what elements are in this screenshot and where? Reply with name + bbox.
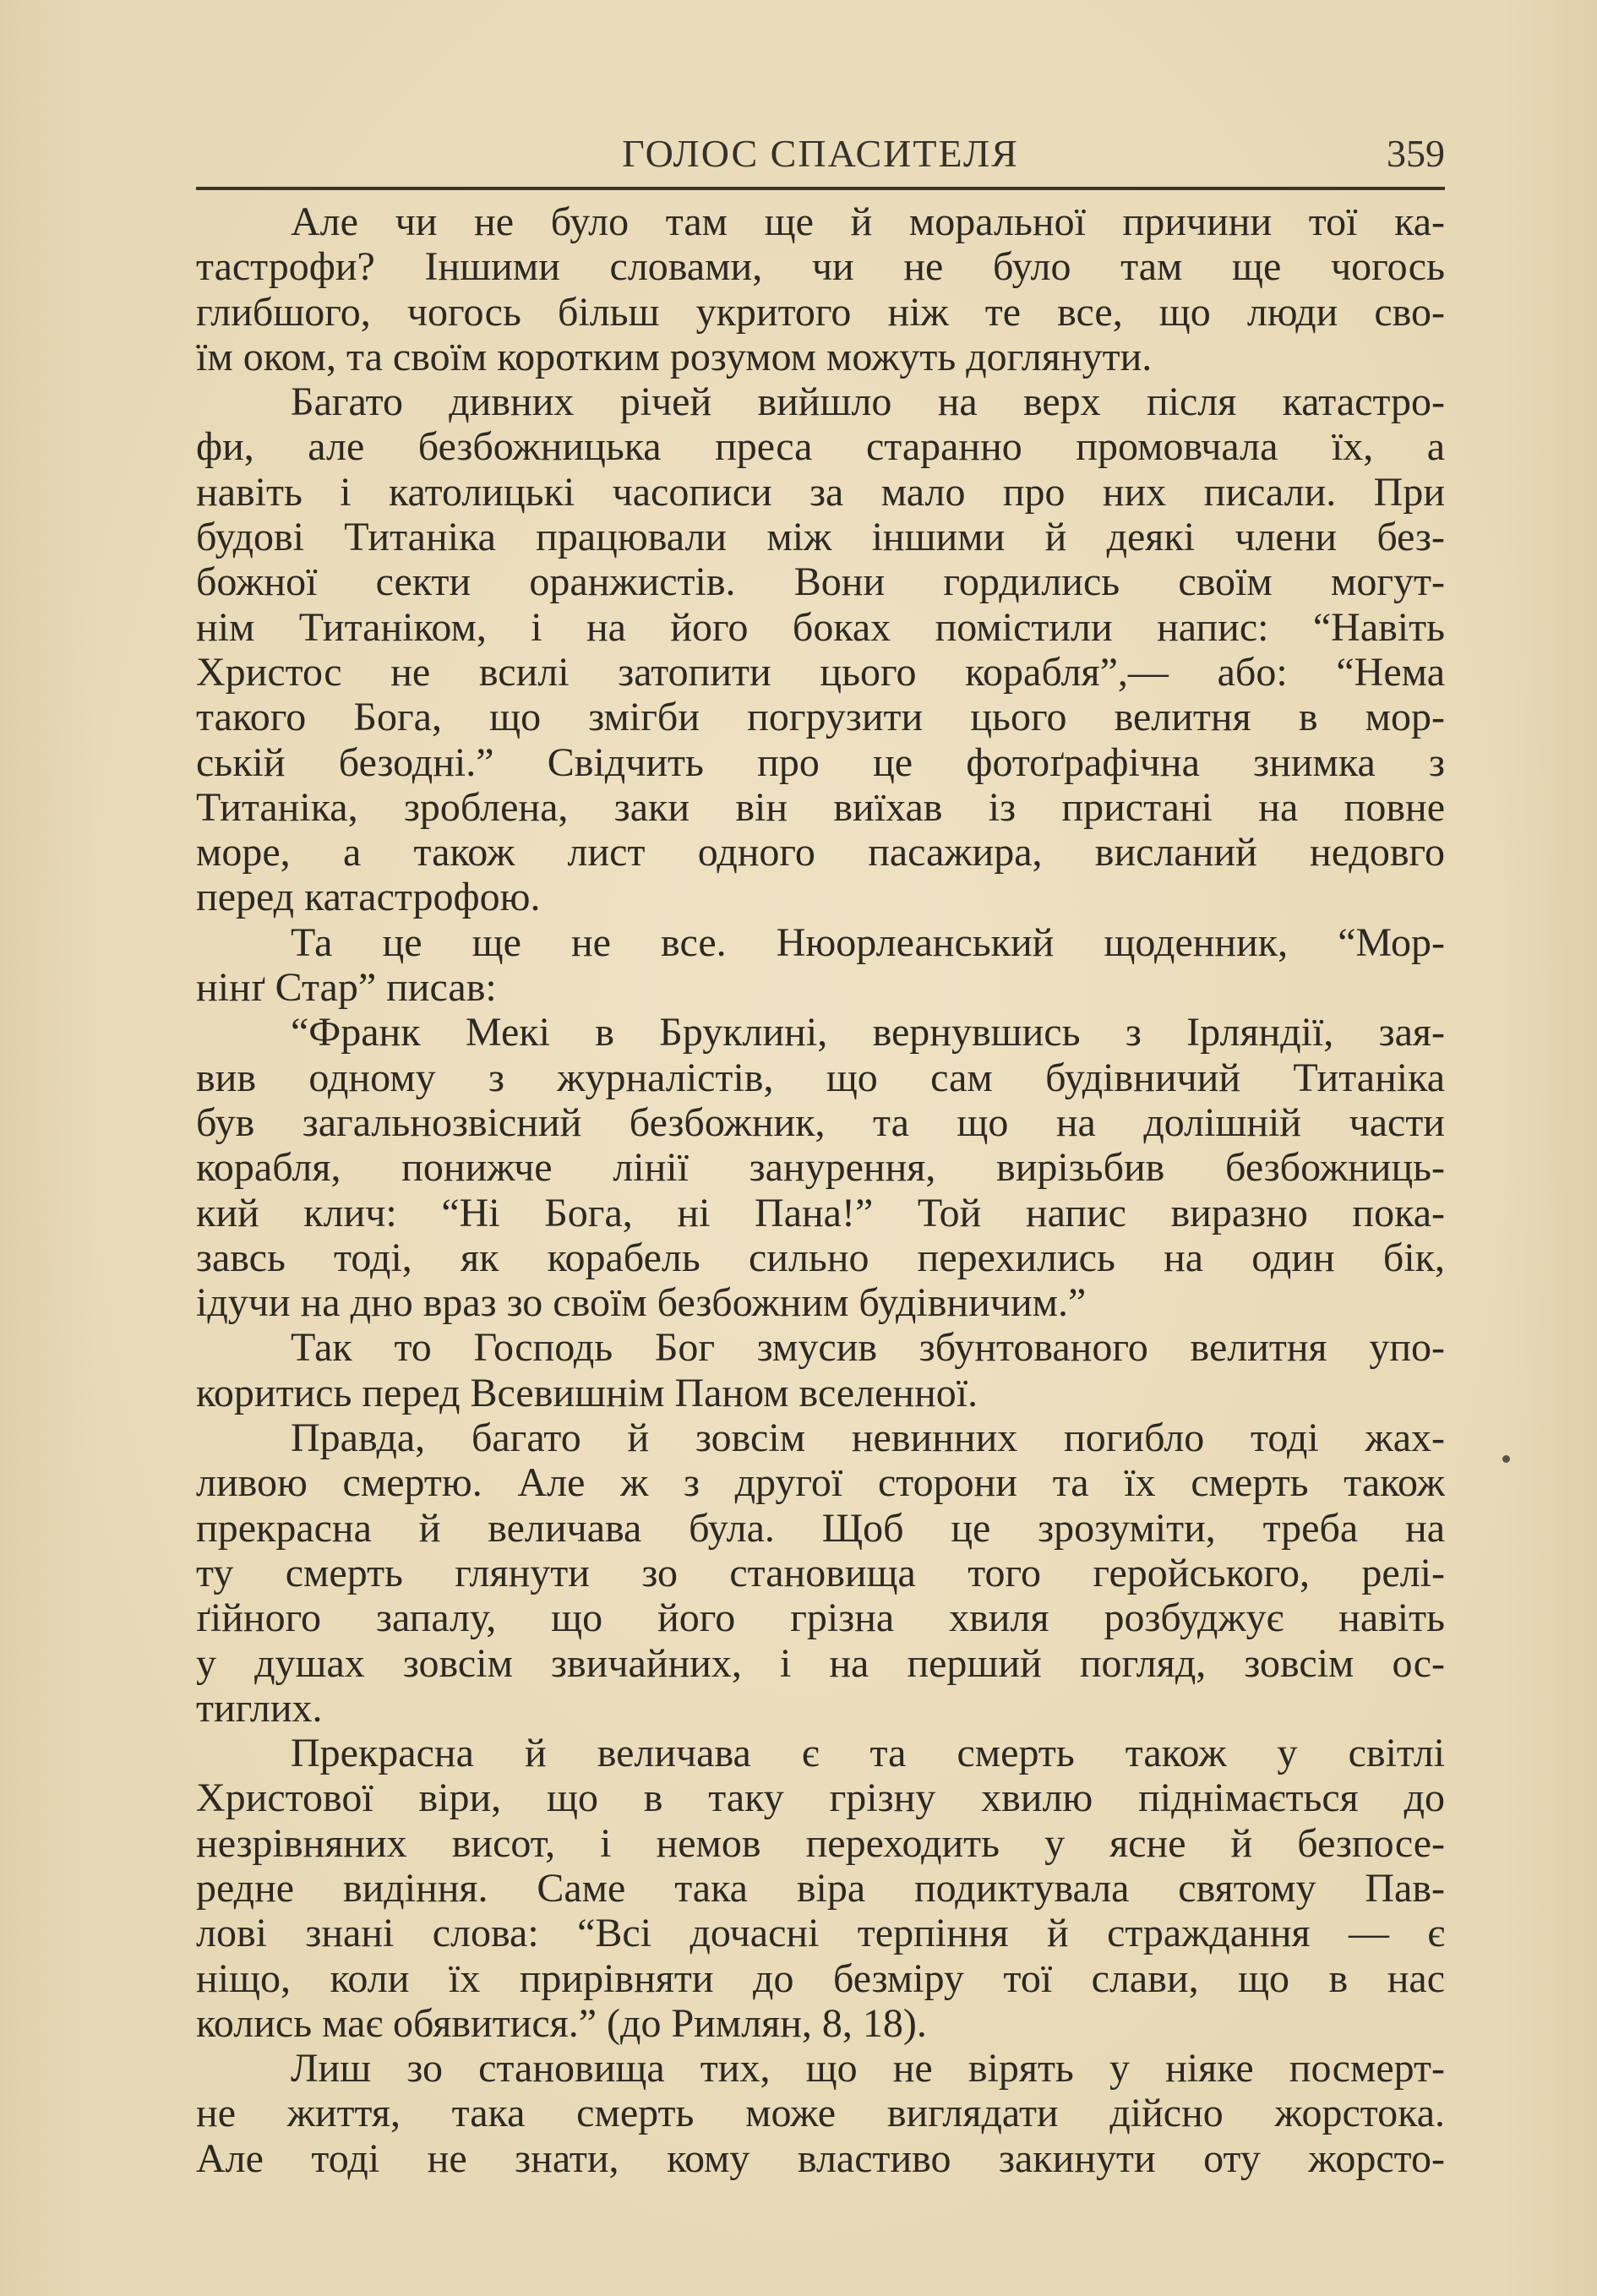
text-line: ській безодні.” Свідчить про це фотоґрафічна знимка з [196,739,1445,785]
text-line: кий клич: “Ні Бога, ні Пана!” Той напис виразно пока- [196,1190,1445,1235]
ink-speck [1502,1455,1510,1463]
text-line: Так то Господь Бог змусив збунтованого велитня упо- [291,1325,1445,1371]
text-line: корабля, понижче лінії занурення, вирізьбив безбожниць- [196,1145,1445,1191]
text-line: Лиш зо становища тих, що не вірять у ніяке посмерт- [291,2046,1445,2091]
text-line: ту смерть глянути зо становища того геройського, релі- [196,1550,1445,1595]
text-line: Христос не всилі затопити цього корабля”,— або: “Нема [196,649,1445,695]
running-title: ГОЛОС СПАСИТЕЛЯ [622,132,1019,175]
text-line: вив одному з журналістів, що сам будівничий Титаніка [196,1055,1445,1100]
text-line: Правда, багато й зовсім невинних погибло тоді жах- [291,1415,1445,1461]
text-line: Але чи не було там ще й моральної причини тої ка- [291,199,1445,244]
text-line: не життя, така смерть може виглядати дійсно жорстока. [196,2091,1445,2136]
text-line: глибшого, чогось більш укритого ніж те все, що люди сво- [196,289,1445,335]
text-line: Прекрасна й величава є та смерть також у світлі [291,1731,1445,1776]
text-line: божної секти оранжистів. Вони гордились своїм могут- [196,559,1445,605]
text-line: море, а також лист одного пасажира, висланий недовго [196,830,1445,875]
text-line: ідучи на дно враз зо своїм безбожним будівничим.” [196,1280,1087,1326]
text-line: коритись перед Всевишнім Паном вселенної. [196,1370,978,1415]
text-line: у душах зовсім звичайних, і на перший погляд, зовсім ос- [196,1640,1445,1686]
text-line: Але тоді не знати, кому властиво закинути оту жорсто- [196,2135,1445,2181]
text-line: такого Бога, що змігби погрузити цього велитня в мор- [196,695,1445,740]
text-line: незрівняних висот, і немов переходить у ясне й безпосе- [196,1820,1445,1866]
text-line: нім Титаніком, і на його боках помістили напис: “Навіть [196,604,1445,650]
text-line: їм оком, та своїм коротким розумом можуть доглянути. [196,334,1153,379]
text-line: “Франк Мекі в Бруклині, вернувшись з Ірляндії, зая- [291,1010,1445,1055]
text-line: Багато дивних річей вийшло на верх після катастро- [291,379,1445,425]
text-line: ґійного запалу, що його грізна хвиля розбуджує навіть [196,1595,1445,1641]
text-line: перед катастрофою. [196,875,541,920]
header-rule [196,187,1445,190]
text-line: був загальнозвісний безбожник, та що на долішній части [196,1099,1445,1145]
text-line: нінґ Стар” писав: [196,965,497,1011]
text-line: Христової віри, що в таку грізну хвилю піднімається до [196,1775,1445,1821]
text-line: тастрофи? Іншими словами, чи не було там ще чогось [196,244,1445,290]
text-line: лові знані слова: “Всі дочасні терпіння й страждання — є [196,1911,1445,1956]
text-line: ливою смертю. Але ж з другої сторони та їх смерть також [196,1460,1445,1506]
page-number: 359 [1387,132,1445,175]
text-line: фи, але безбожницька преса старанно промовчала їх, а [196,424,1445,470]
text-line: Титаніка, зроблена, заки він виїхав із пристані на повне [196,784,1445,830]
text-line: навіть і католицькі часописи за мало про них писали. При [196,469,1445,515]
text-line: завсь тоді, як корабель сильно перехились на один бік, [196,1235,1445,1280]
text-line: будові Титаніка працювали між іншими й деякі члени без- [196,515,1445,560]
body-text [196,199,1445,2181]
text-line: колись має обявитися.” (до Римлян, 8, 18). [196,2000,927,2046]
text-line: редне видіння. Саме така віра подиктувала святому Пав- [196,1865,1445,1911]
text-line: тиглих. [196,1685,323,1731]
text-line: прекрасна й величава була. Щоб це зрозуміти, треба на [196,1505,1445,1551]
page-header [196,123,1445,184]
text-line: Та це ще не все. Нюорлеанський щоденник, “Мор- [291,919,1445,965]
text-line: ніщо, коли їх прирівняти до безміру тої слави, що в нас [196,1955,1445,2001]
